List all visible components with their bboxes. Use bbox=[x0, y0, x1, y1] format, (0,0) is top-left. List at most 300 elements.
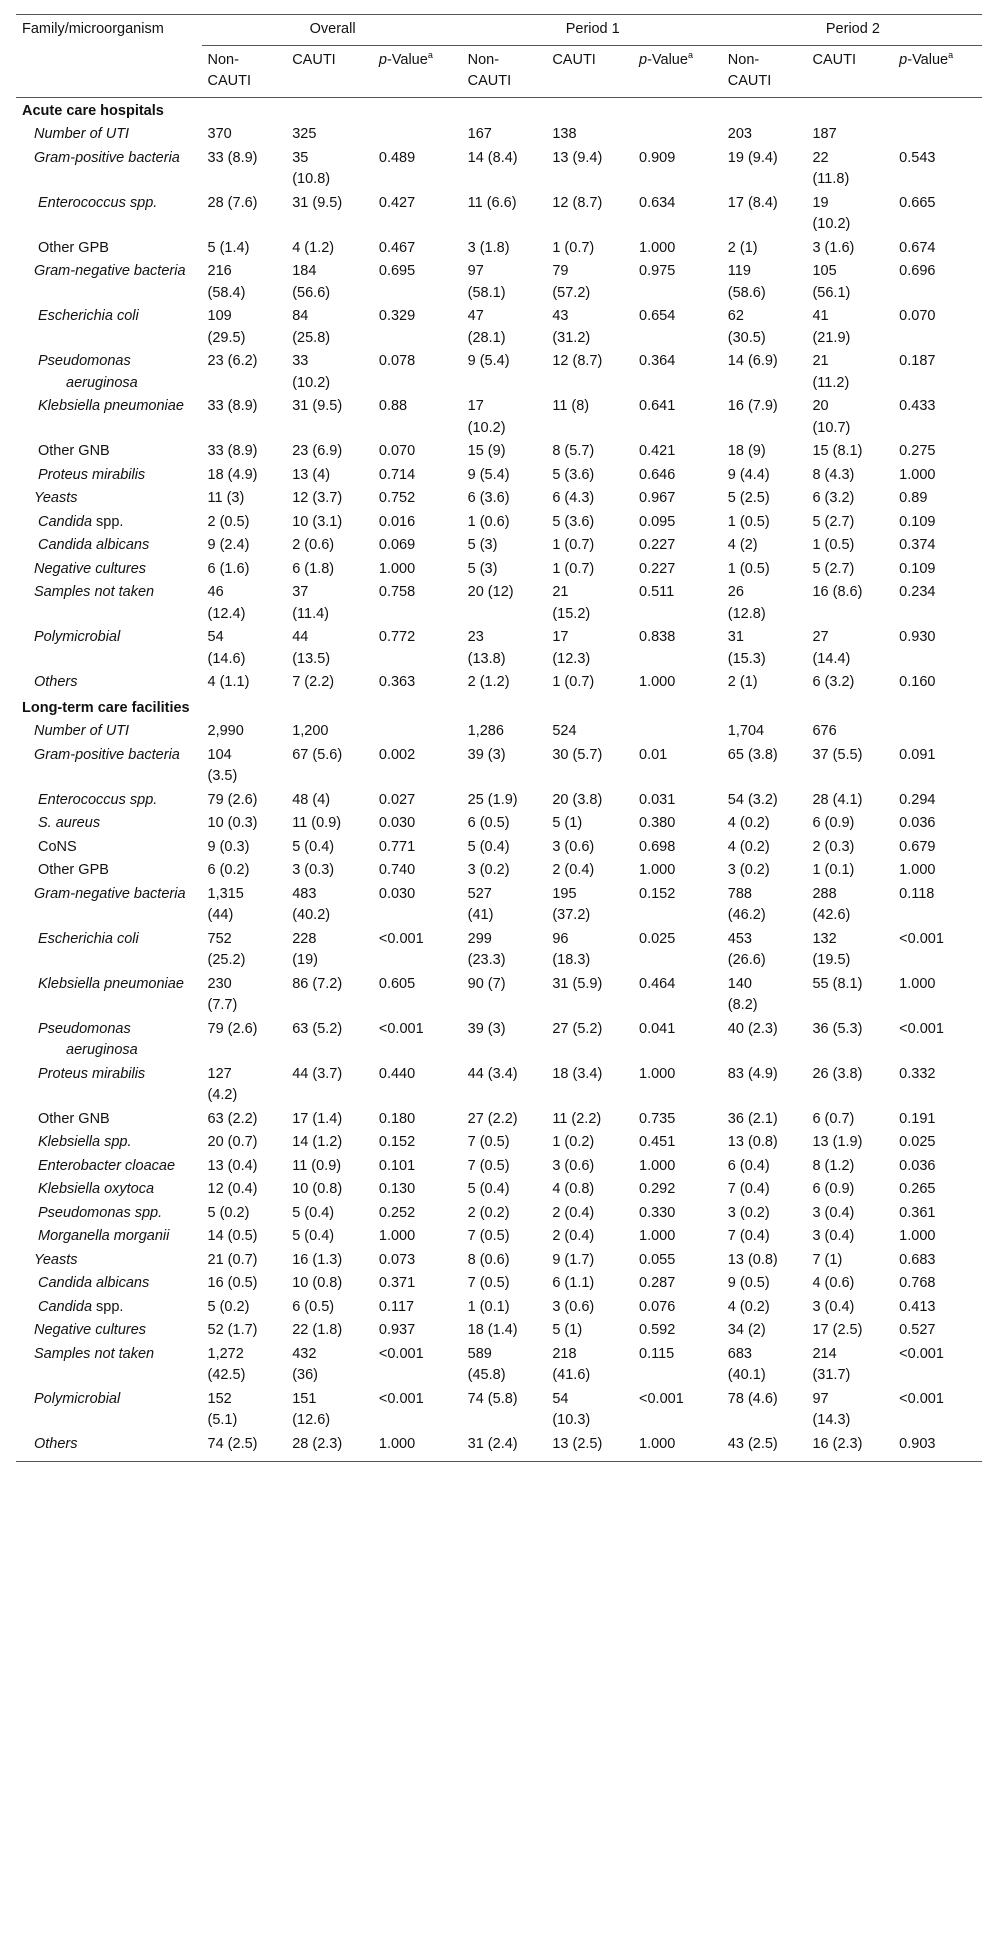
cell-value: 5 (2.7) bbox=[812, 560, 855, 577]
cell-overall-cauti bbox=[286, 1018, 371, 1063]
cell-period1-cauti bbox=[546, 883, 631, 928]
table-row bbox=[16, 350, 982, 395]
cell-value: 18 (3.4) bbox=[552, 1065, 603, 1082]
row-label: Other GPB bbox=[38, 239, 109, 256]
cell-value: 6 (0.9) bbox=[812, 1181, 855, 1197]
cell-value: 1.000 bbox=[639, 674, 676, 690]
cell-value: 14 (8.4) bbox=[467, 149, 518, 166]
cell-value: 7 (2.2) bbox=[292, 674, 335, 690]
cell-overall-cauti bbox=[286, 789, 371, 813]
row-label: Negative cultures bbox=[34, 1322, 147, 1338]
cell-period1-pvalue bbox=[631, 1202, 722, 1226]
cell-value: 119 (58.6) bbox=[727, 263, 766, 301]
table-row bbox=[16, 1155, 982, 1179]
cell-period1-noncauti bbox=[462, 350, 547, 395]
table-row bbox=[16, 511, 982, 535]
cell-overall-pvalue bbox=[371, 395, 462, 440]
cell-value: 524 bbox=[552, 723, 577, 739]
cell-period2-noncauti bbox=[722, 1433, 807, 1462]
row-label: CoNS bbox=[38, 838, 77, 855]
cell-value: 1 (0.5) bbox=[727, 513, 770, 530]
row-label-genus: Candida bbox=[38, 1298, 93, 1315]
cell-overall-cauti bbox=[286, 440, 371, 464]
cell-value: 3 (0.6) bbox=[552, 838, 595, 855]
table-row bbox=[16, 859, 982, 883]
cell-period2-pvalue bbox=[891, 534, 982, 558]
cell-value: 74 (5.8) bbox=[467, 1390, 518, 1407]
cell-value: 54 (10.3) bbox=[552, 1390, 591, 1428]
cell-period1-cauti bbox=[546, 1108, 631, 1132]
cell-period1-cauti bbox=[546, 350, 631, 395]
cell-value: <0.001 bbox=[899, 1390, 944, 1407]
cell-value: 23 (13.8) bbox=[467, 629, 506, 667]
cell-value: 299 (23.3) bbox=[467, 930, 506, 968]
cell-value: 41 (21.9) bbox=[812, 308, 851, 346]
table-row bbox=[16, 1319, 982, 1343]
cell-period2-cauti bbox=[806, 487, 891, 511]
cell-value: 1,704 bbox=[727, 723, 765, 739]
cell-overall-pvalue bbox=[371, 237, 462, 261]
cell-value: 1.000 bbox=[378, 1228, 416, 1244]
cell-period1-pvalue bbox=[631, 744, 722, 789]
cell-period1-noncauti bbox=[462, 1388, 547, 1433]
cell-value: 44 (13.5) bbox=[292, 629, 331, 667]
cell-overall-noncauti bbox=[202, 883, 287, 928]
cell-overall-cauti bbox=[286, 1155, 371, 1179]
cell-period1-pvalue bbox=[631, 1249, 722, 1273]
cell-overall-noncauti bbox=[202, 671, 287, 695]
pvalue-p-letter: p bbox=[639, 51, 648, 68]
cell-value: 96 (18.3) bbox=[552, 930, 591, 968]
cell-value: 31 (15.3) bbox=[727, 629, 766, 667]
cell-overall-pvalue bbox=[371, 1202, 462, 1226]
cell-period2-cauti bbox=[806, 192, 891, 237]
subheader-cauti-period-2: CAUTI bbox=[806, 45, 891, 97]
cell-period2-cauti bbox=[806, 147, 891, 192]
cell-value: 0.930 bbox=[899, 629, 936, 645]
row-label: Klebsiella pneumoniae bbox=[38, 398, 184, 414]
cell-overall-cauti bbox=[286, 581, 371, 626]
cell-value: 79 (2.6) bbox=[207, 1020, 258, 1037]
cell-period2-noncauti bbox=[722, 464, 807, 488]
cell-value: 0.654 bbox=[639, 308, 676, 324]
cell-period1-cauti bbox=[546, 534, 631, 558]
cell-value: 28 (2.3) bbox=[292, 1435, 343, 1452]
cell-period2-noncauti bbox=[722, 671, 807, 695]
row-label: Other GPB bbox=[38, 862, 109, 878]
cell-value: 3 (1.8) bbox=[467, 239, 510, 256]
cell-period2-pvalue bbox=[891, 1433, 982, 1462]
cell-value: 10 (3.1) bbox=[292, 513, 343, 530]
cell-value: 0.975 bbox=[639, 263, 676, 279]
cell-value: 20 (0.7) bbox=[207, 1134, 258, 1150]
cell-overall-noncauti bbox=[202, 1108, 287, 1132]
cell-overall-pvalue bbox=[371, 147, 462, 192]
cell-period1-noncauti bbox=[462, 558, 547, 582]
cell-value: 37 (5.5) bbox=[812, 746, 863, 763]
cell-overall-noncauti bbox=[202, 1343, 287, 1388]
cell-value: 4 (0.2) bbox=[727, 838, 770, 855]
cell-period2-noncauti bbox=[722, 1108, 807, 1132]
table-row bbox=[16, 123, 982, 147]
cell-value: 0.265 bbox=[899, 1181, 936, 1197]
cell-value: 0.88 bbox=[378, 398, 408, 414]
cell-value: 79 (2.6) bbox=[207, 791, 258, 808]
cell-value: 10 (0.8) bbox=[292, 1181, 343, 1197]
cell-value: 0.041 bbox=[639, 1020, 676, 1037]
cell-period2-pvalue bbox=[891, 836, 982, 860]
pvalue-footnote-mark: a bbox=[948, 49, 954, 60]
cell-period2-cauti bbox=[806, 928, 891, 973]
cell-overall-pvalue bbox=[371, 1433, 462, 1462]
cell-value: 5 (0.2) bbox=[207, 1204, 250, 1221]
cell-value: 39 (3) bbox=[467, 746, 506, 763]
row-label: Klebsiella oxytoca bbox=[38, 1181, 155, 1197]
cell-period2-noncauti bbox=[722, 836, 807, 860]
cell-value: 8 (0.6) bbox=[467, 1251, 510, 1268]
cell-value: 0.665 bbox=[899, 194, 936, 211]
cell-overall-noncauti bbox=[202, 260, 287, 305]
cell-period1-pvalue bbox=[631, 812, 722, 836]
cell-period2-noncauti bbox=[722, 859, 807, 883]
cell-value: 84 (25.8) bbox=[292, 308, 331, 346]
cell-period1-pvalue bbox=[631, 1108, 722, 1132]
cell-value: 20 (12) bbox=[467, 584, 514, 600]
cell-period1-pvalue bbox=[631, 928, 722, 973]
cell-value: 17 (12.3) bbox=[552, 629, 591, 667]
cell-period2-cauti bbox=[806, 395, 891, 440]
cell-value: 4 (1.1) bbox=[207, 674, 250, 690]
cell-overall-pvalue bbox=[371, 581, 462, 626]
cell-period1-noncauti bbox=[462, 1319, 547, 1343]
cell-period2-noncauti bbox=[722, 973, 807, 1018]
cell-value: 10 (0.3) bbox=[207, 815, 258, 831]
cell-value: 0.036 bbox=[899, 815, 936, 831]
cell-overall-noncauti bbox=[202, 1272, 287, 1296]
cell-value: 0.109 bbox=[899, 513, 936, 530]
cell-period1-cauti bbox=[546, 1155, 631, 1179]
family-column-header: Family/microorganism bbox=[16, 15, 202, 98]
row-label: Samples not taken bbox=[34, 584, 155, 600]
cell-overall-cauti bbox=[286, 511, 371, 535]
cell-value: 483 (40.2) bbox=[292, 885, 331, 923]
cell-value: 218 (41.6) bbox=[552, 1345, 591, 1383]
cell-overall-noncauti bbox=[202, 1319, 287, 1343]
table-row bbox=[16, 1225, 982, 1249]
cell-period1-pvalue bbox=[631, 720, 722, 744]
cell-value: 19 (10.2) bbox=[812, 194, 851, 232]
cell-period2-cauti bbox=[806, 123, 891, 147]
cell-value: 1,286 bbox=[467, 723, 504, 739]
cell-period1-noncauti bbox=[462, 1272, 547, 1296]
cell-value: 0.292 bbox=[639, 1181, 676, 1197]
cell-value: 43 (31.2) bbox=[552, 308, 591, 346]
cell-value: 0.937 bbox=[378, 1322, 416, 1338]
cell-period2-cauti bbox=[806, 1108, 891, 1132]
cell-period2-pvalue bbox=[891, 626, 982, 671]
cell-period2-noncauti bbox=[722, 1343, 807, 1388]
cell-period1-noncauti bbox=[462, 1202, 547, 1226]
cell-value: 79 (57.2) bbox=[552, 263, 591, 301]
cell-period2-noncauti bbox=[722, 1296, 807, 1320]
row-label: S. aureus bbox=[38, 815, 101, 831]
cell-overall-noncauti bbox=[202, 558, 287, 582]
cell-value: 6 (0.5) bbox=[467, 815, 510, 831]
cell-value: 0.903 bbox=[899, 1435, 936, 1452]
cell-value: 15 (8.1) bbox=[812, 443, 863, 459]
cell-value: 27 (2.2) bbox=[467, 1110, 518, 1127]
cell-value: 0.89 bbox=[899, 490, 928, 506]
table-row bbox=[16, 305, 982, 350]
cell-period2-noncauti bbox=[722, 558, 807, 582]
cell-value: 1.000 bbox=[639, 1065, 676, 1082]
cell-value: 31 (5.9) bbox=[552, 975, 603, 992]
table-header bbox=[16, 15, 982, 98]
subheader-noncauti-period-2: Non-CAUTI bbox=[722, 45, 807, 97]
subheader-pvalue-period-1 bbox=[631, 45, 722, 97]
cell-period2-pvalue bbox=[891, 237, 982, 261]
cell-value: 1.000 bbox=[899, 975, 936, 992]
cell-value: 0.464 bbox=[639, 975, 676, 992]
cell-overall-noncauti bbox=[202, 534, 287, 558]
pvalue-label-rest: -Value bbox=[647, 51, 688, 68]
cell-value: 0.191 bbox=[899, 1110, 936, 1127]
cell-overall-pvalue bbox=[371, 1018, 462, 1063]
cell-value: 44 (3.7) bbox=[292, 1065, 343, 1082]
cell-value: 6 (1.1) bbox=[552, 1275, 595, 1291]
cell-value: 3 (0.2) bbox=[727, 1204, 770, 1221]
cell-period1-pvalue bbox=[631, 1131, 722, 1155]
row-label: Others bbox=[16, 1433, 202, 1462]
table-row bbox=[16, 192, 982, 237]
cell-period2-noncauti bbox=[722, 1063, 807, 1108]
table-row bbox=[16, 464, 982, 488]
cell-period1-cauti bbox=[546, 626, 631, 671]
cell-overall-pvalue bbox=[371, 626, 462, 671]
cell-value: 0.078 bbox=[378, 353, 416, 369]
table-row bbox=[16, 812, 982, 836]
cell-period1-cauti bbox=[546, 581, 631, 626]
cell-value: 0.002 bbox=[378, 746, 416, 763]
cell-period2-noncauti bbox=[722, 1249, 807, 1273]
cell-period1-cauti bbox=[546, 192, 631, 237]
cell-value: 0.451 bbox=[639, 1134, 676, 1150]
cell-period2-noncauti bbox=[722, 1388, 807, 1433]
cell-overall-cauti bbox=[286, 350, 371, 395]
cell-overall-noncauti bbox=[202, 720, 287, 744]
cell-period2-pvalue bbox=[891, 1155, 982, 1179]
cell-value: 21 (11.2) bbox=[812, 353, 850, 391]
microorganism-table bbox=[16, 14, 982, 1462]
cell-overall-pvalue bbox=[371, 260, 462, 305]
cell-overall-noncauti bbox=[202, 1178, 287, 1202]
row-label: Gram-negative bacteria bbox=[34, 885, 186, 902]
cell-value: 167 bbox=[467, 126, 492, 142]
cell-period1-pvalue bbox=[631, 395, 722, 440]
cell-period2-cauti bbox=[806, 305, 891, 350]
cell-period2-cauti bbox=[806, 1131, 891, 1155]
cell-value: 15 (9) bbox=[467, 443, 506, 459]
cell-value: 140 (8.2) bbox=[727, 975, 758, 1013]
cell-value: <0.001 bbox=[378, 1345, 424, 1362]
cell-value: 203 bbox=[727, 126, 752, 142]
cell-period1-cauti bbox=[546, 1249, 631, 1273]
cell-value: 325 bbox=[292, 126, 317, 142]
cell-overall-noncauti bbox=[202, 237, 287, 261]
table-row bbox=[16, 534, 982, 558]
cell-overall-cauti bbox=[286, 744, 371, 789]
table-row bbox=[16, 836, 982, 860]
cell-period2-pvalue bbox=[891, 1343, 982, 1388]
cell-value: 13 (0.8) bbox=[727, 1134, 778, 1150]
cell-overall-noncauti bbox=[202, 192, 287, 237]
cell-overall-cauti bbox=[286, 1388, 371, 1433]
cell-value: 683 (40.1) bbox=[727, 1345, 766, 1383]
cell-value: 0.330 bbox=[639, 1204, 676, 1221]
cell-value: 127 (4.2) bbox=[207, 1065, 238, 1103]
cell-overall-cauti bbox=[286, 1249, 371, 1273]
cell-value: 9 (4.4) bbox=[727, 466, 770, 483]
cell-period1-noncauti bbox=[462, 581, 547, 626]
cell-period1-pvalue bbox=[631, 671, 722, 695]
cell-value: 6 (0.7) bbox=[812, 1110, 855, 1127]
cell-overall-noncauti bbox=[202, 744, 287, 789]
cell-period2-noncauti bbox=[722, 192, 807, 237]
cell-value: 0.180 bbox=[378, 1110, 416, 1127]
cell-period1-cauti bbox=[546, 671, 631, 695]
cell-value: 0.070 bbox=[378, 443, 416, 459]
cell-value: 37 (11.4) bbox=[292, 584, 330, 622]
cell-period1-cauti bbox=[546, 260, 631, 305]
cell-value: 0.427 bbox=[378, 194, 416, 211]
cell-value: 11 (0.9) bbox=[292, 815, 342, 831]
cell-period2-pvalue bbox=[891, 1249, 982, 1273]
cell-period1-noncauti bbox=[462, 1131, 547, 1155]
cell-period2-cauti bbox=[806, 1249, 891, 1273]
table-row bbox=[16, 973, 982, 1018]
cell-value: 187 bbox=[812, 126, 837, 142]
cell-overall-pvalue bbox=[371, 558, 462, 582]
cell-value: 6 (3.6) bbox=[467, 490, 510, 506]
cell-period1-pvalue bbox=[631, 350, 722, 395]
cell-value: 1 (0.1) bbox=[812, 862, 855, 878]
cell-period2-cauti bbox=[806, 1202, 891, 1226]
cell-value: 5 (1) bbox=[552, 815, 583, 831]
cell-overall-pvalue bbox=[371, 1296, 462, 1320]
cell-period1-noncauti bbox=[462, 487, 547, 511]
cell-value: 5 (2.7) bbox=[812, 513, 855, 530]
cell-value: 5 (3.6) bbox=[552, 513, 595, 530]
cell-overall-cauti bbox=[286, 883, 371, 928]
cell-value: 0.752 bbox=[378, 490, 416, 506]
cell-period1-cauti bbox=[546, 720, 631, 744]
row-label: Number of UTI bbox=[34, 126, 130, 142]
table-row bbox=[16, 626, 982, 671]
group-header-period-2: Period 2 bbox=[722, 15, 982, 46]
subheader-cauti-overall: CAUTI bbox=[286, 45, 371, 97]
cell-value: 0.364 bbox=[639, 353, 676, 369]
cell-value: 97 (58.1) bbox=[467, 263, 506, 301]
cell-period2-pvalue bbox=[891, 1296, 982, 1320]
cell-value: 0.069 bbox=[378, 537, 416, 553]
cell-value: <0.001 bbox=[639, 1390, 684, 1407]
row-label: Other GNB bbox=[38, 443, 110, 459]
cell-value: 1,272 (42.5) bbox=[207, 1345, 246, 1383]
cell-value: 0.772 bbox=[378, 629, 416, 645]
cell-period2-noncauti bbox=[722, 147, 807, 192]
cell-period2-noncauti bbox=[722, 260, 807, 305]
cell-value: 21 (0.7) bbox=[207, 1251, 258, 1268]
cell-overall-pvalue bbox=[371, 123, 462, 147]
cell-period1-pvalue bbox=[631, 1018, 722, 1063]
cell-period2-pvalue bbox=[891, 1063, 982, 1108]
cell-period1-pvalue bbox=[631, 581, 722, 626]
row-label: Gram-negative bacteria bbox=[34, 263, 186, 279]
cell-value: 1.000 bbox=[639, 239, 676, 256]
cell-value: 10 (0.8) bbox=[292, 1275, 343, 1291]
cell-period1-noncauti bbox=[462, 1296, 547, 1320]
cell-value: 1 (0.7) bbox=[552, 537, 595, 553]
cell-value: 5 (0.4) bbox=[292, 1204, 335, 1221]
cell-period2-pvalue bbox=[891, 558, 982, 582]
cell-value: 3 (0.2) bbox=[727, 862, 770, 878]
cell-value: 9 (5.4) bbox=[467, 466, 510, 483]
cell-overall-pvalue bbox=[371, 1131, 462, 1155]
cell-overall-cauti bbox=[286, 534, 371, 558]
cell-period1-cauti bbox=[546, 859, 631, 883]
cell-value: 0.01 bbox=[639, 746, 668, 763]
cell-period1-pvalue bbox=[631, 534, 722, 558]
cell-period2-cauti bbox=[806, 859, 891, 883]
cell-overall-pvalue bbox=[371, 671, 462, 695]
row-label: Gram-positive bacteria bbox=[34, 149, 180, 166]
cell-value: 16 (7.9) bbox=[727, 398, 778, 414]
cell-overall-cauti bbox=[286, 305, 371, 350]
cell-value: 0.055 bbox=[639, 1251, 676, 1268]
cell-value: 1 (0.2) bbox=[552, 1134, 595, 1150]
cell-value: 3 (0.6) bbox=[552, 1157, 595, 1174]
cell-value: 5 (2.5) bbox=[727, 490, 770, 506]
cell-period2-noncauti bbox=[722, 626, 807, 671]
cell-overall-pvalue bbox=[371, 1319, 462, 1343]
cell-period2-pvalue bbox=[891, 1131, 982, 1155]
cell-period2-cauti bbox=[806, 581, 891, 626]
cell-period2-noncauti bbox=[722, 1131, 807, 1155]
cell-period2-cauti bbox=[806, 812, 891, 836]
cell-value: 2 (0.4) bbox=[552, 1228, 595, 1244]
cell-value: 35 (10.8) bbox=[292, 149, 331, 187]
cell-overall-noncauti bbox=[202, 305, 287, 350]
cell-overall-cauti bbox=[286, 626, 371, 671]
cell-overall-noncauti bbox=[202, 1296, 287, 1320]
table-row bbox=[16, 720, 982, 744]
cell-value: 8 (5.7) bbox=[552, 443, 595, 459]
cell-value: 0.768 bbox=[899, 1275, 936, 1291]
cell-value: 0.679 bbox=[899, 838, 936, 855]
row-label: Others bbox=[34, 674, 78, 690]
cell-value: <0.001 bbox=[378, 930, 424, 947]
cell-overall-noncauti bbox=[202, 1225, 287, 1249]
cell-value: 3 (0.6) bbox=[552, 1298, 595, 1315]
cell-overall-noncauti bbox=[202, 1202, 287, 1226]
cell-period2-pvalue bbox=[891, 260, 982, 305]
cell-period2-cauti bbox=[806, 464, 891, 488]
cell-period2-cauti bbox=[806, 350, 891, 395]
cell-value: 6 (4.3) bbox=[552, 490, 595, 506]
cell-value: 7 (1) bbox=[812, 1251, 843, 1268]
row-label: Enterobacter cloacae bbox=[38, 1157, 176, 1174]
cell-period1-noncauti bbox=[462, 812, 547, 836]
